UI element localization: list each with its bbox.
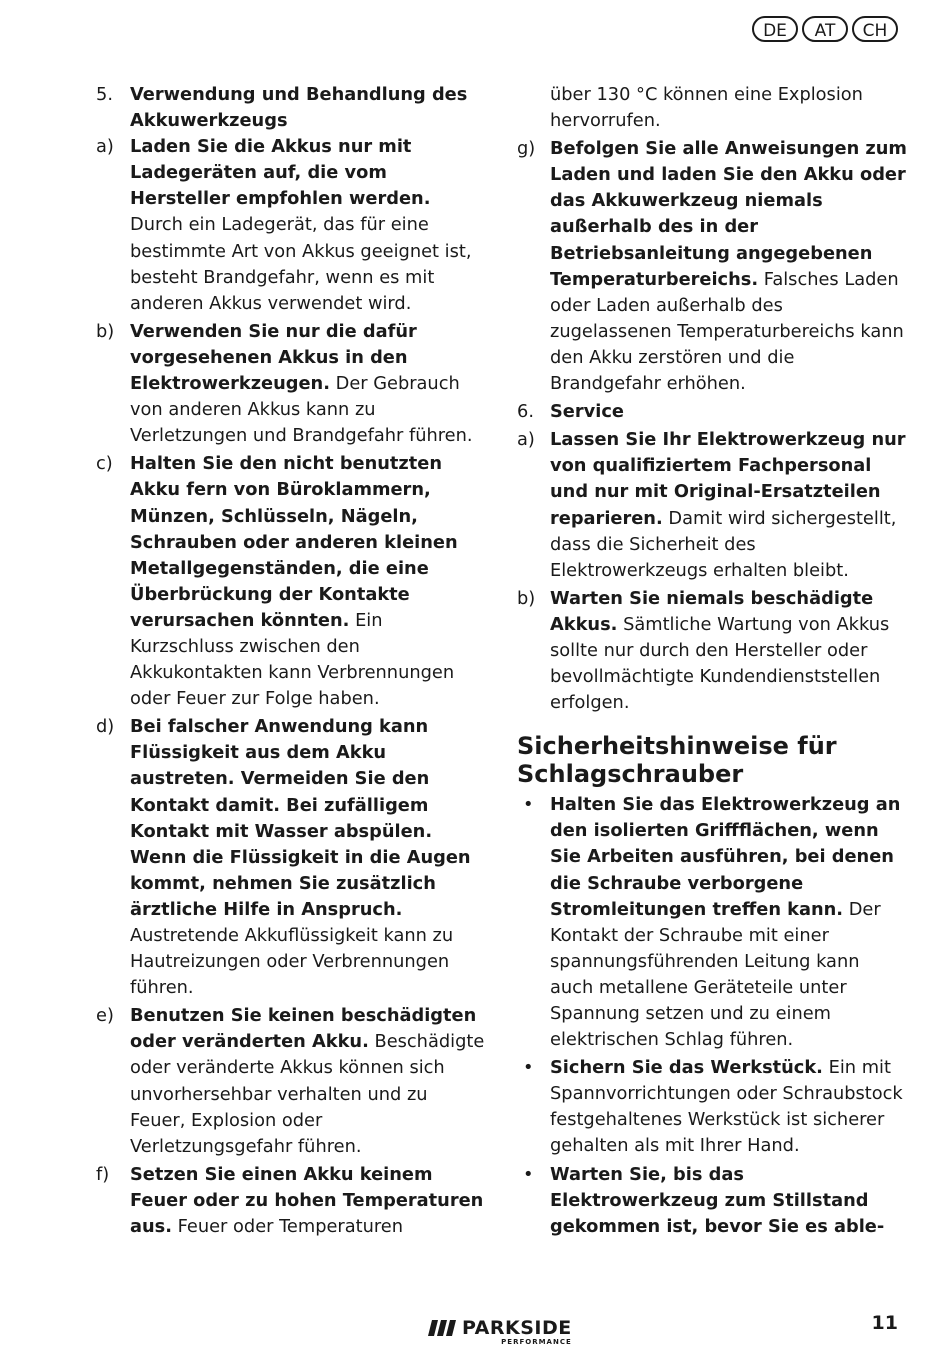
list-item-a xyxy=(96,134,488,317)
item-bold: Verwenden Sie nur die dafür vorgesehenen Akkus in den Elektrowerkzeugen. xyxy=(130,320,417,395)
item-bold: Setzen Sie einen Akku keinem Feuer oder zu hohen Temperaturen aus. xyxy=(130,1163,484,1238)
item-text: Damit wird sichergestellt, dass die Sicherheit des Elektrowerkzeugs erhalten bleibt. xyxy=(550,507,897,581)
parkside-logo xyxy=(428,1318,572,1347)
item-label: g) xyxy=(517,138,536,160)
item-text: Beschädigte oder veränderte Akkus können sich unvorhersehbar verhalten und zu Feuer, Explosion oder Verletzungsgefahr führen. xyxy=(130,1031,485,1157)
section-heading-impact-wrench: Sicherheitshinweise für Schlagschrauber xyxy=(517,732,837,789)
list-item-g xyxy=(517,136,907,397)
section-number: 6. xyxy=(517,401,534,423)
item-label: c) xyxy=(96,453,113,475)
item-bold: Laden Sie die Akkus nur mit Ladegeräten auf, die vom Hersteller empfohlen werden. xyxy=(130,136,431,210)
list-item-c xyxy=(96,451,488,712)
item-bold: Lassen Sie Ihr Elektrowerkzeug nur von qualifiziertem Fachpersonal und nur mit Original-Ersatzteilen reparieren. xyxy=(550,429,906,529)
bullet-icon: • xyxy=(523,794,534,816)
item-label: f) xyxy=(96,1163,110,1185)
bullet-item xyxy=(517,1162,907,1240)
item-bold: Benutzen Sie keinen beschädigten oder veränderten Akku. xyxy=(130,1005,477,1053)
item-bold: Befolgen Sie alle Anweisungen zum Laden und laden Sie den Akku oder das Akkuwerkzeug niemals außerhalb des in der Betriebsanleitung angegebenen Temperaturbereichs. xyxy=(550,138,907,290)
item-text: Der Gebrauch von anderen Akkus kann zu Verletzungen und Brandgefahr führen. xyxy=(130,373,473,447)
section-title: Service xyxy=(550,401,624,423)
left-column xyxy=(96,82,488,1240)
service-item-a xyxy=(517,427,907,584)
list-item-e xyxy=(96,1003,488,1160)
country-badges xyxy=(752,16,898,42)
bullet-item xyxy=(517,1055,907,1159)
country-badge-de: DE xyxy=(752,16,798,42)
country-badge-ch: CH xyxy=(852,16,898,42)
bullet-icon: • xyxy=(523,1163,534,1185)
bullet-item xyxy=(517,792,907,1053)
page-number: 11 xyxy=(871,1312,898,1334)
item-label: e) xyxy=(96,1005,114,1027)
section-title: Verwendung und Behandlung des Akkuwerkzeugs xyxy=(130,84,468,132)
item-text: Durch ein Ladegerät, das für eine bestimmte Art von Akkus geeignet ist, besteht Brandgefahr, wenn es mit anderen Akkus verwendet wird. xyxy=(130,214,472,314)
right-column xyxy=(517,82,907,1240)
service-item-b xyxy=(517,586,907,716)
item-bold: Warten Sie, bis das Elektrowerkzeug zum Stillstand gekommen ist, bevor Sie es able- xyxy=(550,1163,885,1237)
item-text: Der Kontakt der Schraube mit einer spannungsführenden Leitung kann auch metallene Geräteteile unter Spannung setzen und zu einem elektrischen Schlag führen. xyxy=(550,898,881,1051)
item-text: Ein mit Spannvorrichtungen oder Schraubstock festgehaltenes Werkstück ist sicherer gehalten als mit Ihrer Hand. xyxy=(550,1057,903,1157)
item-label: d) xyxy=(96,716,115,738)
section-number: 5. xyxy=(96,84,113,105)
section-6-heading xyxy=(517,399,907,425)
list-item-d xyxy=(96,714,488,1001)
item-text: Feuer oder Temperaturen xyxy=(177,1216,403,1238)
item-text: Sämtliche Wartung von Akkus sollte nur durch den Hersteller oder bevollmächtigte Kundendienststellen erfolgen. xyxy=(550,613,890,714)
item-bold: Halten Sie den nicht benutzten Akku fern von Büroklammern, Münzen, Schlüsseln, Nägeln, Schrauben oder anderen kleinen Metallgegenständen, die eine Überbrückung der Kontakte verursachen könnten. xyxy=(130,453,458,631)
bullet-icon: • xyxy=(523,1057,534,1079)
item-label: a) xyxy=(517,429,535,451)
item-text: Austretende Akkuflüssigkeit kann zu Hautreizungen oder Verbrennungen führen. xyxy=(130,925,454,999)
item-bold: Bei falscher Anwendung kann Flüssigkeit aus dem Akku austreten. Vermeiden Sie den Kontakt damit. Bei zufälligem Kontakt mit Wasser abspülen. Wenn die Flüssigkeit in die Augen kommt, nehmen Sie zusätzlich ärztliche Hilfe in Anspruch. xyxy=(130,716,471,920)
item-bold: Warten Sie niemals beschädigte Akkus. xyxy=(550,587,874,635)
logo-stripes-icon xyxy=(428,1320,456,1336)
item-bold: Halten Sie das Elektrowerkzeug an den isolierten Griffflächen, wenn Sie Arbeiten ausführen, bei denen die Schraube verborgene Stromleitungen treffen kann. xyxy=(550,794,901,920)
brand-subline: PERFORMANCE xyxy=(501,1338,572,1346)
section-5-heading xyxy=(96,82,488,134)
item-label: b) xyxy=(517,587,536,609)
brand-name: PARKSIDE xyxy=(462,1317,572,1339)
item-text: Ein Kurzschluss zwischen den Akkukontakten kann Verbrennungen oder Feuer zur Folge haben. xyxy=(130,609,455,710)
item-bold: Sichern Sie das Werkstück. xyxy=(550,1057,823,1079)
country-badge-at: AT xyxy=(802,16,848,42)
list-item-b xyxy=(96,319,488,449)
item-text: Falsches Laden oder Laden außerhalb des zugelassenen Temperaturbereichs kann den Akku zerstören und die Brandgefahr erhöhen. xyxy=(550,268,904,395)
item-label: a) xyxy=(96,136,114,158)
item-f-continuation: über 130 °C können eine Explosion hervorrufen. xyxy=(550,84,863,132)
list-item-f xyxy=(96,1162,488,1240)
item-label: b) xyxy=(96,320,115,342)
